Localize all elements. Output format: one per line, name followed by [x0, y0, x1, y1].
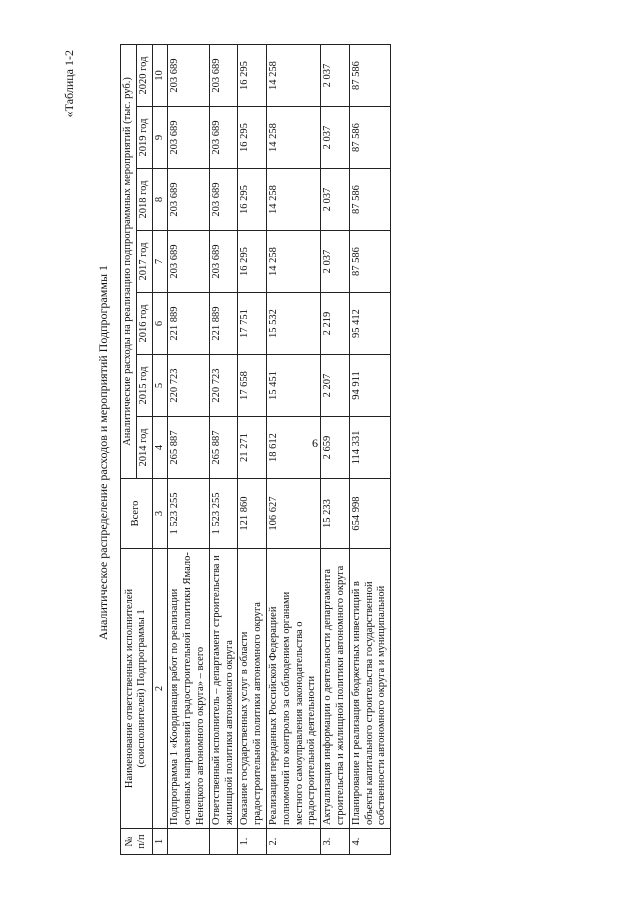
table-row	[321, 44, 350, 854]
row-total: 106 627	[266, 479, 320, 549]
row-year-value: 14 258	[266, 44, 320, 106]
column-number: 8	[152, 169, 168, 231]
row-year-value: 14 258	[266, 107, 320, 169]
row-total: 1 523 255	[209, 479, 238, 549]
row-year-value: 114 331	[349, 417, 390, 479]
row-number: 2.	[266, 829, 320, 855]
row-year-value: 203 689	[209, 231, 238, 293]
table-row	[209, 44, 238, 854]
row-year-value: 15 451	[266, 355, 320, 417]
row-year-value: 21 271	[238, 417, 267, 479]
column-number: 2	[152, 549, 168, 829]
row-number	[209, 829, 238, 855]
row-year-value: 2 207	[321, 355, 350, 417]
row-year-value: 87 586	[349, 231, 390, 293]
column-number: 5	[152, 355, 168, 417]
row-number: 1.	[238, 829, 267, 855]
row-year-value: 221 889	[209, 293, 238, 355]
row-year-value: 87 586	[349, 44, 390, 106]
row-year-value: 14 258	[266, 231, 320, 293]
row-year-value: 14 258	[266, 169, 320, 231]
row-year-value: 203 689	[168, 231, 209, 293]
row-year-value: 2 037	[321, 107, 350, 169]
header-year: 2017 год	[136, 231, 152, 293]
row-year-value: 94 911	[349, 355, 390, 417]
row-year-value: 221 889	[168, 293, 209, 355]
column-number: 4	[152, 417, 168, 479]
column-number-row	[152, 44, 168, 854]
row-total: 15 233	[321, 479, 350, 549]
row-year-value: 2 219	[321, 293, 350, 355]
column-number: 3	[152, 479, 168, 549]
row-name: Оказание государственных услуг в области градостроительной политики автономного округа	[238, 549, 267, 829]
column-number: 7	[152, 231, 168, 293]
header-year: 2020 год	[136, 44, 152, 106]
table-row	[349, 44, 390, 854]
row-number	[168, 829, 209, 855]
table-body	[168, 44, 391, 854]
row-year-value: 87 586	[349, 169, 390, 231]
row-year-value: 15 532	[266, 293, 320, 355]
row-name: Актуализация информации о деятельности департамента строительства и жилищной политики автономного округа	[321, 549, 350, 829]
row-year-value: 220 723	[209, 355, 238, 417]
row-year-value: 2 659	[321, 417, 350, 479]
row-total: 654 998	[349, 479, 390, 549]
header-year: 2016 год	[136, 293, 152, 355]
row-year-value: 220 723	[168, 355, 209, 417]
column-number: 10	[152, 44, 168, 106]
row-year-value: 87 586	[349, 107, 390, 169]
row-year-value: 265 887	[168, 417, 209, 479]
row-year-value: 17 658	[238, 355, 267, 417]
row-name: Реализация переданных Российской Федерацией полномочий по контролю за соблюдением органами местного самоуправления законодательства о градостроительной деятельности	[266, 549, 320, 829]
row-year-value: 203 689	[168, 44, 209, 106]
row-year-value: 2 037	[321, 169, 350, 231]
header-total: Всего	[121, 479, 153, 549]
expenses-table	[120, 44, 391, 855]
header-group: Аналитические расходы на реализацию подпрограммных мероприятий (тыс. руб.)	[121, 44, 137, 478]
header-num: № п/п	[121, 829, 153, 855]
row-number: 4.	[349, 829, 390, 855]
header-year: 2018 год	[136, 169, 152, 231]
row-year-value: 2 037	[321, 231, 350, 293]
row-number: 3.	[321, 829, 350, 855]
row-year-value: 203 689	[168, 107, 209, 169]
row-name: Ответственный исполнитель – департамент строительства и жилищной политики автономного округа	[209, 549, 238, 829]
row-year-value: 203 689	[209, 44, 238, 106]
row-year-value: 203 689	[209, 107, 238, 169]
row-name: Планирование и реализация бюджетных инвестиций в объекты капитального строительства государственной собственности автономного округа и муниципальной	[349, 549, 390, 829]
row-year-value: 16 295	[238, 44, 267, 106]
header-name: Наименование ответственных исполнителей (соисполнителей) Подпрограммы 1	[121, 549, 153, 829]
column-number: 9	[152, 107, 168, 169]
header-year: 2019 год	[136, 107, 152, 169]
table-label: «Таблица 1-2	[62, 50, 76, 118]
page-number: 6	[312, 436, 318, 450]
row-year-value: 16 295	[238, 231, 267, 293]
table-title: Аналитическое распределение расходов и мероприятий Подпрограммы 1	[96, 264, 110, 641]
table-row	[238, 44, 267, 854]
row-year-value: 265 887	[209, 417, 238, 479]
row-year-value: 17 751	[238, 293, 267, 355]
row-total: 121 860	[238, 479, 267, 549]
row-name: Подпрограмма 1 «Координация работ по реализации основных направлений градостроительной политики Ямало-Ненецкого автономного округа» – всего	[168, 549, 209, 829]
header-year: 2015 год	[136, 355, 152, 417]
row-total: 1 523 255	[168, 479, 209, 549]
row-year-value: 95 412	[349, 293, 390, 355]
row-year-value: 16 295	[238, 107, 267, 169]
table-row	[168, 44, 209, 854]
row-year-value: 2 037	[321, 44, 350, 106]
column-number: 6	[152, 293, 168, 355]
column-number: 1	[152, 829, 168, 855]
table-row	[266, 44, 320, 854]
row-year-value: 203 689	[168, 169, 209, 231]
row-year-value: 18 612	[266, 417, 320, 479]
row-year-value: 203 689	[209, 169, 238, 231]
row-year-value: 16 295	[238, 169, 267, 231]
header-year: 2014 год	[136, 417, 152, 479]
